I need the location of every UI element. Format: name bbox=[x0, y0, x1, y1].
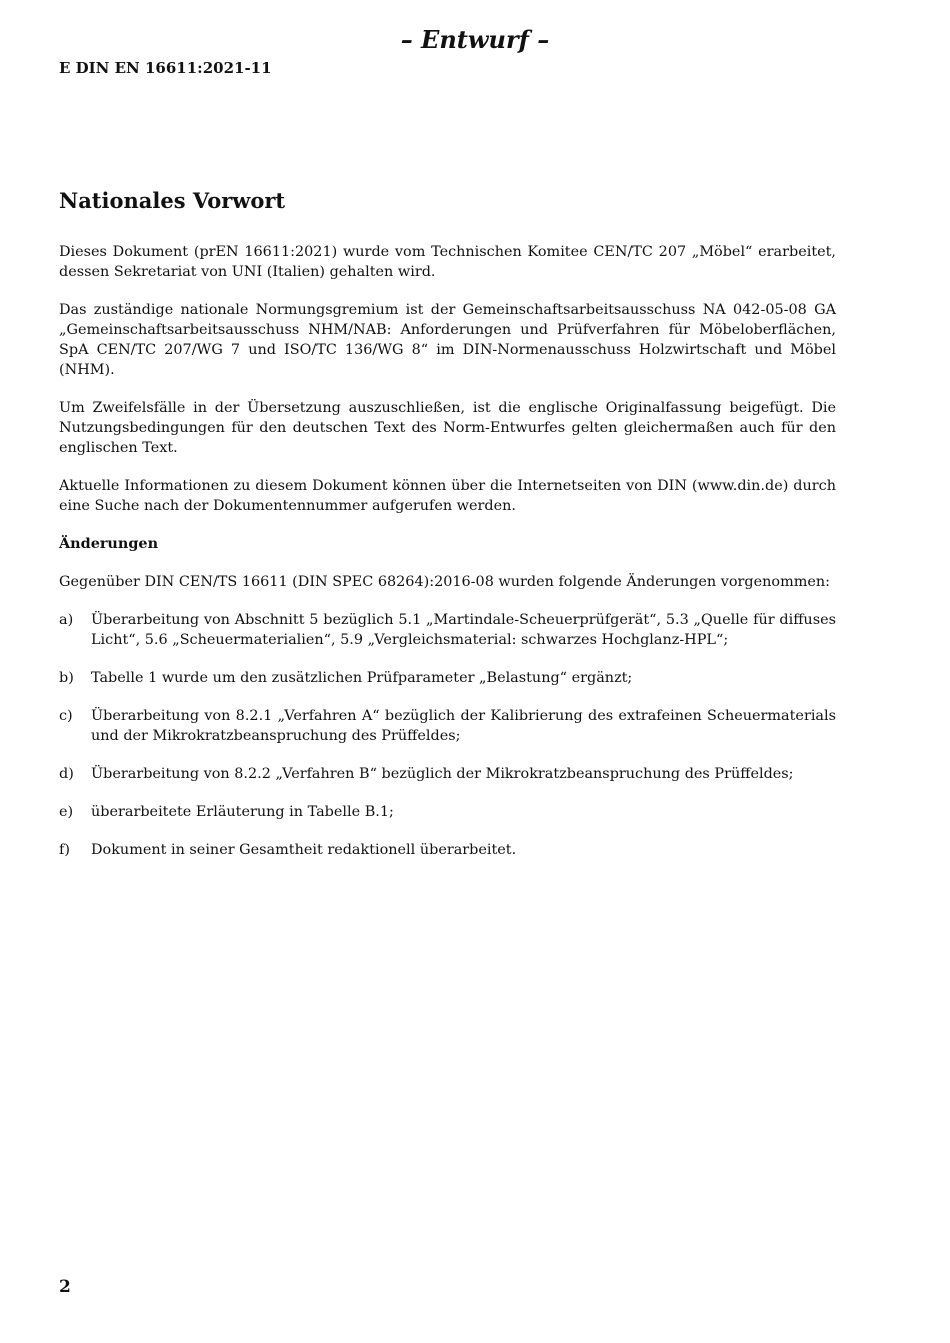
paragraph-information: Aktuelle Informationen zu diesem Dokument können über die Internetseiten von DIN (www.din.de) durch eine Suche nach der Dokumentennummer aufgerufen werden. bbox=[59, 478, 836, 514]
list-item-text: überarbeitete Erläuterung in Tabelle B.1; bbox=[91, 804, 394, 820]
list-item bbox=[59, 706, 836, 746]
page-title: Nationales Vorwort bbox=[59, 188, 286, 213]
list-item-text: Überarbeitung von Abschnitt 5 bezüglich 5.1 „Martindale-Scheuerprüfgerät“, 5.3 „Quelle für diffuses Licht“, 5.6 „Scheuermaterialien“, 5.9 „Vergleichsmaterial: schwarzes Hochglanz-HPL“; bbox=[91, 612, 836, 648]
list-item-marker: a) bbox=[59, 612, 74, 628]
list-item bbox=[59, 610, 836, 650]
draft-watermark-title: – Entwurf – bbox=[400, 25, 550, 54]
list-item-text: Dokument in seiner Gesamtheit redaktionell überarbeitet. bbox=[91, 842, 517, 858]
document-body bbox=[59, 186, 836, 878]
list-item-marker: d) bbox=[59, 766, 74, 782]
list-item-text: Tabelle 1 wurde um den zusätzlichen Prüfparameter „Belastung“ ergänzt; bbox=[91, 670, 633, 686]
paragraph-committee: Dieses Dokument (prEN 16611:2021) wurde vom Technischen Komitee CEN/TC 207 „Möbel“ erarbeitet, dessen Sekretariat von UNI (Italien) gehalten wird. bbox=[59, 244, 836, 280]
paragraph-national-body: Das zuständige nationale Normungsgremium ist der Gemeinschaftsarbeitsausschuss NA 042-05-08 GA „Gemeinschaftsarbeitsausschuss NHM/NAB: Anforderungen und Prüfverfahren für Möbeloberflächen, SpA CEN/TC 207/WG 7 und ISO/TC 136/WG 8“ im DIN-Normenausschuss Holzwirtschaft und Möbel (NHM). bbox=[59, 302, 836, 378]
list-item-marker: f) bbox=[59, 842, 70, 858]
changes-heading: Änderungen bbox=[59, 535, 159, 552]
changes-list bbox=[59, 610, 836, 860]
list-item-marker: c) bbox=[59, 708, 73, 724]
list-item bbox=[59, 764, 836, 784]
document-id: E DIN EN 16611:2021-11 bbox=[59, 59, 272, 77]
changes-intro: Gegenüber DIN CEN/TS 16611 (DIN SPEC 68264):2016-08 wurden folgende Änderungen vorgenommen: bbox=[59, 574, 830, 590]
list-item bbox=[59, 802, 836, 822]
list-item-text: Überarbeitung von 8.2.2 „Verfahren B“ bezüglich der Mikrokratzbeanspruchung des Prüffeldes; bbox=[91, 766, 794, 782]
list-item bbox=[59, 668, 836, 688]
list-item-marker: e) bbox=[59, 804, 74, 820]
list-item bbox=[59, 840, 836, 860]
page-number: 2 bbox=[59, 1277, 71, 1297]
paragraph-translation: Um Zweifelsfälle in der Übersetzung auszuschließen, ist die englische Originalfassung beigefügt. Die Nutzungsbedingungen für den deutschen Text des Norm-Entwurfes gelten gleichermaßen auch für den englischen Text. bbox=[59, 400, 836, 456]
list-item-text: Überarbeitung von 8.2.1 „Verfahren A“ bezüglich der Kalibrierung des extrafeinen Scheuermaterials und der Mikrokratzbeanspruchung des Prüffeldes; bbox=[91, 708, 836, 744]
list-item-marker: b) bbox=[59, 670, 74, 686]
